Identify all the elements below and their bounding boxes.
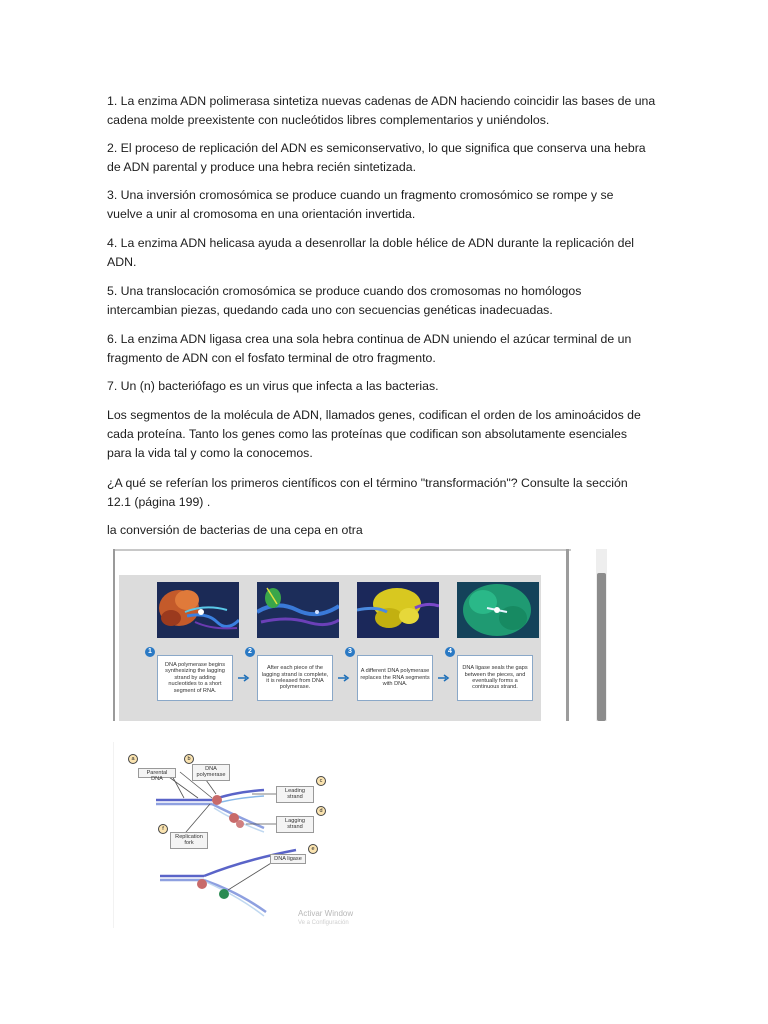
watermark-text: Activar Window: [298, 909, 354, 918]
paragraph-line: 2. El proceso de replicación del ADN es semiconservativo, lo que significa que conserva una hebra: [107, 141, 646, 155]
label-marker: d: [316, 806, 326, 816]
paragraph-line: 3. Una inversión cromosómica se produce cuando un fragmento cromosómico se rompe y se: [107, 188, 614, 202]
paragraph-line: 4. La enzima ADN helicasa ayuda a desenrollar la doble hélice de ADN durante la replicación del: [107, 236, 635, 250]
scrollbar-thumb[interactable]: [597, 573, 606, 721]
watermark-subtext: Ve a Configuración: [298, 920, 349, 926]
step-caption: [257, 655, 333, 701]
label-leading-strand: Leading strand: [276, 786, 314, 803]
paragraph-line: fragmento de ADN con el fosfato terminal de otro fragmento.: [107, 351, 436, 365]
paragraph-genes: [107, 406, 667, 463]
paragraph-7: [107, 377, 667, 396]
label-dna-ligase: DNA ligase: [270, 854, 306, 864]
paragraph-line: 1. La enzima ADN polimerasa sintetiza nuevas cadenas de ADN haciendo coincidir las bases de una: [107, 94, 656, 108]
ligase-molecule-image: [457, 582, 539, 638]
label-lagging-strand: Lagging strand: [276, 816, 314, 833]
label-marker: e: [308, 844, 318, 854]
step-number: 3: [345, 647, 355, 657]
figure-replication-fork: [113, 742, 355, 928]
paragraph-4: [107, 234, 667, 272]
paragraph-line: 12.1 (página 199) .: [107, 495, 211, 509]
paragraph-line: cadena molde preexistente con nucleótidos libres complementarios y uniéndolos.: [107, 113, 550, 127]
paragraph-line: intercambian piezas, quedando cada uno con secuencias genéticas inadecuadas.: [107, 303, 553, 317]
step-caption: [357, 655, 433, 701]
steps-panel: [119, 575, 541, 721]
paragraph-3: [107, 186, 667, 224]
arrow-right-icon: [438, 674, 450, 682]
label-marker: f: [158, 824, 168, 834]
step-caption-text: DNA polymerase begins synthesizing the lagging strand by adding nucleotides to a short segment of RNA.: [164, 661, 225, 694]
figure-frame: [113, 549, 571, 551]
arrow-right-icon: [238, 674, 250, 682]
figure-frame: [113, 549, 115, 721]
paragraph-line: ¿A qué se referían los primeros científicos con el término "transformación"? Consulte la sección: [107, 476, 628, 490]
label-parental-dna: Parental DNA: [138, 768, 176, 778]
released-strand-image: [257, 582, 339, 638]
paragraph-answer: [107, 521, 667, 540]
step-number: 4: [445, 647, 455, 657]
polymerase-molecule-image: [157, 582, 239, 638]
label-dna-polymerase: DNA polymerase: [192, 764, 230, 781]
window-divider: [566, 549, 569, 721]
figure-lagging-strand-steps: [113, 549, 612, 721]
paragraph-1: [107, 92, 667, 130]
rna-replacement-image: [357, 582, 439, 638]
step-caption-text: A different DNA polymerase replaces the RNA segments with DNA.: [360, 668, 430, 688]
step-caption-text: After each piece of the lagging strand is complete, it is released from DNA polymerase.: [261, 665, 329, 691]
paragraph-line: la conversión de bacterias de una cepa en otra: [107, 523, 363, 537]
paragraph-line: 5. Una translocación cromosómica se produce cuando dos cromosomas no homólogos: [107, 284, 582, 298]
step-caption-text: DNA ligase seals the gaps between the pieces, and eventually forms a continuous strand.: [462, 665, 528, 691]
label-marker: a: [128, 754, 138, 764]
label-replication-fork: Replication fork: [170, 832, 208, 849]
paragraph-6: [107, 330, 667, 368]
label-marker: b: [184, 754, 194, 764]
paragraph-line: cada proteína. Tanto los genes como las proteínas que codifican son absolutamente esenciales: [107, 427, 627, 441]
paragraph-line: para la vida tal y como la conocemos.: [107, 446, 313, 460]
paragraph-line: vuelve a unir al cromosoma en una orientación invertida.: [107, 207, 416, 221]
paragraph-2: [107, 139, 667, 177]
paragraph-line: ADN.: [107, 255, 137, 269]
label-marker: c: [316, 776, 326, 786]
paragraph-line: Los segmentos de la molécula de ADN, llamados genes, codifican el orden de los aminoácidos de: [107, 408, 641, 422]
step-number: 1: [145, 647, 155, 657]
step-caption: [157, 655, 233, 701]
arrow-right-icon: [338, 674, 350, 682]
step-caption: [457, 655, 533, 701]
step-number: 2: [245, 647, 255, 657]
paragraph-line: 7. Un (n) bacteriófago es un virus que infecta a las bacterias.: [107, 379, 439, 393]
paragraph-line: de ADN parental y produce una hebra recién sintetizada.: [107, 160, 416, 174]
paragraph-line: 6. La enzima ADN ligasa crea una sola hebra continua de ADN uniendo el azúcar terminal de un: [107, 332, 632, 346]
paragraph-question: [107, 474, 667, 512]
paragraph-5: [107, 282, 667, 320]
